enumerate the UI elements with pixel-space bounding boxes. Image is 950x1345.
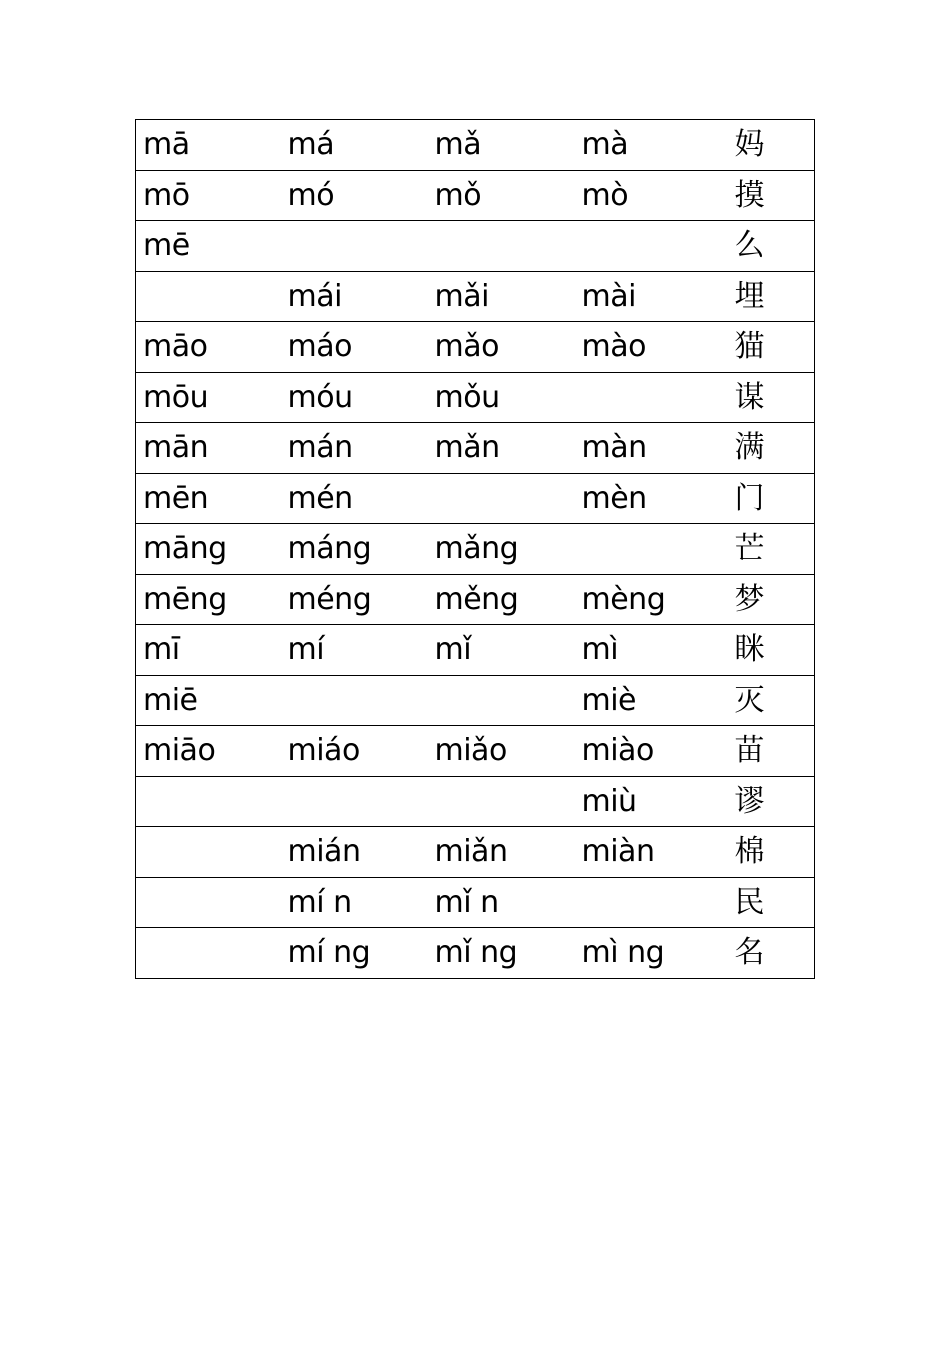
first-tone-cell: māng (136, 524, 281, 575)
character-cell: 埋 (728, 271, 815, 322)
third-tone-cell: mǎn (428, 423, 575, 474)
first-tone-cell: mī (136, 625, 281, 676)
fourth-tone-cell (575, 221, 728, 272)
first-tone-cell (136, 776, 281, 827)
third-tone-cell: měng (428, 574, 575, 625)
fourth-tone-cell (575, 372, 728, 423)
character-cell: 么 (728, 221, 815, 272)
second-tone-cell: mó (281, 170, 428, 221)
table-row (136, 170, 815, 221)
third-tone-cell: mǎi (428, 271, 575, 322)
third-tone-cell: mǎo (428, 322, 575, 373)
fourth-tone-cell: mào (575, 322, 728, 373)
first-tone-cell (136, 928, 281, 979)
first-tone-cell: mē (136, 221, 281, 272)
fourth-tone-cell: màn (575, 423, 728, 474)
table-row (136, 423, 815, 474)
second-tone-cell: mián (281, 827, 428, 878)
first-tone-cell: miāo (136, 726, 281, 777)
first-tone-cell: miē (136, 675, 281, 726)
character-cell: 眯 (728, 625, 815, 676)
table-row (136, 776, 815, 827)
second-tone-cell: máng (281, 524, 428, 575)
fourth-tone-cell: miè (575, 675, 728, 726)
fourth-tone-cell: miàn (575, 827, 728, 878)
character-cell: 满 (728, 423, 815, 474)
third-tone-cell: miǎn (428, 827, 575, 878)
character-cell: 谋 (728, 372, 815, 423)
table-row (136, 928, 815, 979)
character-cell: 棉 (728, 827, 815, 878)
second-tone-cell (281, 675, 428, 726)
character-cell: 妈 (728, 120, 815, 171)
character-cell: 民 (728, 877, 815, 928)
character-cell: 摸 (728, 170, 815, 221)
first-tone-cell (136, 877, 281, 928)
second-tone-cell: mái (281, 271, 428, 322)
table-row (136, 524, 815, 575)
table-row (136, 827, 815, 878)
second-tone-cell: máo (281, 322, 428, 373)
third-tone-cell (428, 473, 575, 524)
fourth-tone-cell: mèn (575, 473, 728, 524)
second-tone-cell: móu (281, 372, 428, 423)
fourth-tone-cell: mà (575, 120, 728, 171)
table-row (136, 372, 815, 423)
table-row (136, 625, 815, 676)
third-tone-cell (428, 675, 575, 726)
first-tone-cell (136, 271, 281, 322)
third-tone-cell: mǎng (428, 524, 575, 575)
third-tone-cell: mǐ (428, 625, 575, 676)
second-tone-cell: mán (281, 423, 428, 474)
third-tone-cell: mǒ (428, 170, 575, 221)
second-tone-cell: méng (281, 574, 428, 625)
first-tone-cell: mō (136, 170, 281, 221)
character-cell: 门 (728, 473, 815, 524)
table-row (136, 574, 815, 625)
table-row (136, 473, 815, 524)
third-tone-cell: mǎ (428, 120, 575, 171)
second-tone-cell: miáo (281, 726, 428, 777)
character-cell: 名 (728, 928, 815, 979)
character-cell: 灭 (728, 675, 815, 726)
second-tone-cell: mí n (281, 877, 428, 928)
character-cell: 苗 (728, 726, 815, 777)
table-row (136, 675, 815, 726)
third-tone-cell: mǒu (428, 372, 575, 423)
table-row (136, 726, 815, 777)
third-tone-cell: miǎo (428, 726, 575, 777)
first-tone-cell: māo (136, 322, 281, 373)
character-cell: 芒 (728, 524, 815, 575)
pinyin-table (135, 119, 815, 979)
third-tone-cell (428, 221, 575, 272)
first-tone-cell (136, 827, 281, 878)
character-cell: 猫 (728, 322, 815, 373)
first-tone-cell: mān (136, 423, 281, 474)
fourth-tone-cell: mì ng (575, 928, 728, 979)
second-tone-cell (281, 776, 428, 827)
third-tone-cell (428, 776, 575, 827)
table-row (136, 271, 815, 322)
character-cell: 谬 (728, 776, 815, 827)
table-row (136, 221, 815, 272)
fourth-tone-cell: mài (575, 271, 728, 322)
first-tone-cell: mōu (136, 372, 281, 423)
second-tone-cell: má (281, 120, 428, 171)
fourth-tone-cell: miào (575, 726, 728, 777)
fourth-tone-cell: mèng (575, 574, 728, 625)
second-tone-cell (281, 221, 428, 272)
third-tone-cell: mǐ n (428, 877, 575, 928)
fourth-tone-cell: mì (575, 625, 728, 676)
fourth-tone-cell: mò (575, 170, 728, 221)
table-row (136, 877, 815, 928)
first-tone-cell: mēn (136, 473, 281, 524)
fourth-tone-cell (575, 524, 728, 575)
fourth-tone-cell (575, 877, 728, 928)
second-tone-cell: mén (281, 473, 428, 524)
first-tone-cell: mā (136, 120, 281, 171)
character-cell: 梦 (728, 574, 815, 625)
second-tone-cell: mí ng (281, 928, 428, 979)
third-tone-cell: mǐ ng (428, 928, 575, 979)
table-row (136, 322, 815, 373)
table-row (136, 120, 815, 171)
fourth-tone-cell: miù (575, 776, 728, 827)
first-tone-cell: mēng (136, 574, 281, 625)
second-tone-cell: mí (281, 625, 428, 676)
